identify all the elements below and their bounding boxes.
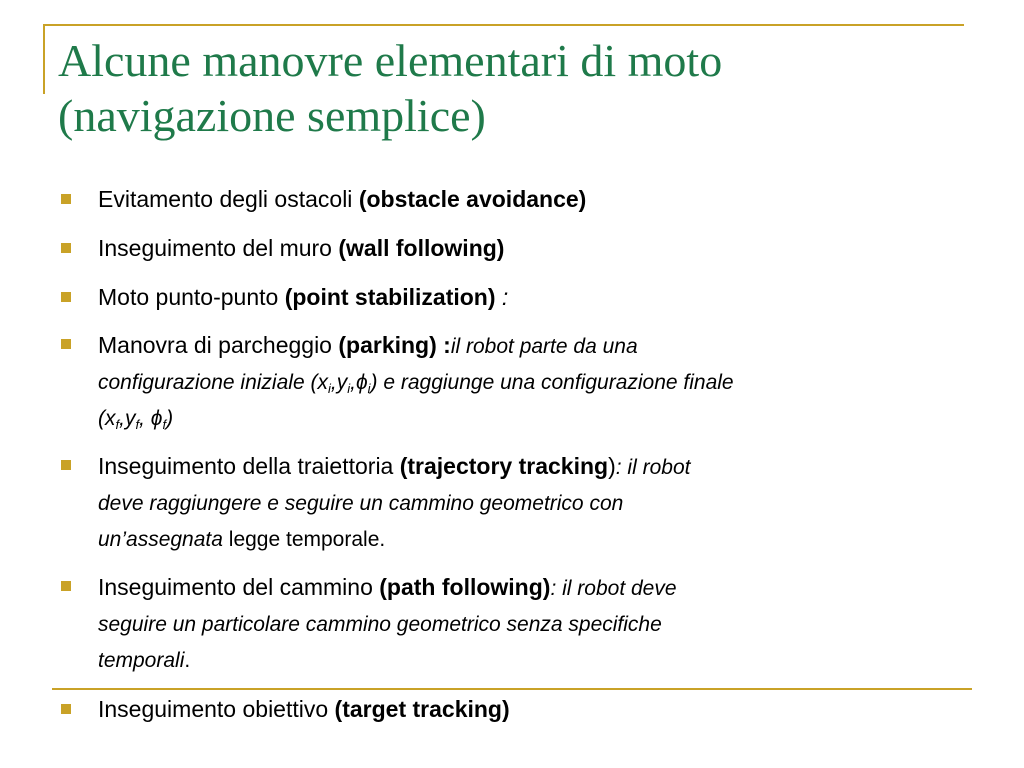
item-description-line-3: temporali. <box>98 649 191 672</box>
square-bullet-icon <box>61 194 71 204</box>
bottom-rule <box>52 688 972 690</box>
item-description-line-2: seguire un particolare cammino geometrico senza specifiche <box>98 613 662 636</box>
item-term: (obstacle avoidance) <box>358 186 587 212</box>
item-description-line-2: deve raggiungere e seguire un cammino geometrico con <box>98 492 624 515</box>
square-bullet-icon <box>61 460 71 470</box>
list-item-wall-following <box>58 229 978 267</box>
item-text: Evitamento degli ostacoli <box>98 186 359 212</box>
title-line-1: Alcune manovre elementari di moto <box>58 35 723 86</box>
item-term-close: ) <box>608 453 616 479</box>
slide-title <box>58 33 958 143</box>
item-description-line-2: configurazione iniziale $(x_i,y_i,\phi_i)$ e raggiunge una configurazione finale <box>98 371 734 396</box>
item-description-line-3: ($x_f,y_f$, $\phi_f$) <box>98 407 174 432</box>
item-term: (wall following) <box>338 235 505 261</box>
item-text: Inseguimento della traiettoria <box>98 453 400 479</box>
list-item-obstacle-avoidance <box>58 180 978 218</box>
list-item-path-following <box>58 569 978 679</box>
item-description: : il robot <box>615 456 691 479</box>
title-line-2: (navigazione semplice) <box>58 90 486 141</box>
square-bullet-icon <box>61 243 71 253</box>
square-bullet-icon <box>61 581 71 591</box>
item-text: Inseguimento del cammino <box>98 574 380 600</box>
square-bullet-icon <box>61 292 71 302</box>
item-text: Manovra di parcheggio <box>98 332 339 358</box>
item-text: Inseguimento del muro <box>98 235 339 261</box>
item-term: (target tracking) <box>334 696 510 722</box>
item-term: (path following) <box>379 574 551 600</box>
item-colon: : <box>495 284 509 310</box>
list-item-parking <box>58 327 978 437</box>
item-term: (parking) : <box>338 332 451 358</box>
list-item-trajectory-tracking <box>58 448 978 558</box>
square-bullet-icon <box>61 339 71 349</box>
list-item-point-stabilization <box>58 278 978 316</box>
item-text: Moto punto-punto <box>98 284 285 310</box>
item-term: (point stabilization) <box>284 284 496 310</box>
item-term: (trajectory tracking <box>399 453 609 479</box>
square-bullet-icon <box>61 704 71 714</box>
item-description: il robot parte da una <box>450 335 638 358</box>
bullet-list <box>58 180 978 739</box>
item-description: : il robot deve <box>550 577 677 600</box>
left-rule <box>43 24 45 94</box>
item-description-line-3: un’assegnata legge temporale. <box>98 528 386 551</box>
item-text: Inseguimento obiettivo <box>98 696 335 722</box>
top-rule <box>44 24 964 26</box>
list-item-target-tracking <box>58 690 978 728</box>
